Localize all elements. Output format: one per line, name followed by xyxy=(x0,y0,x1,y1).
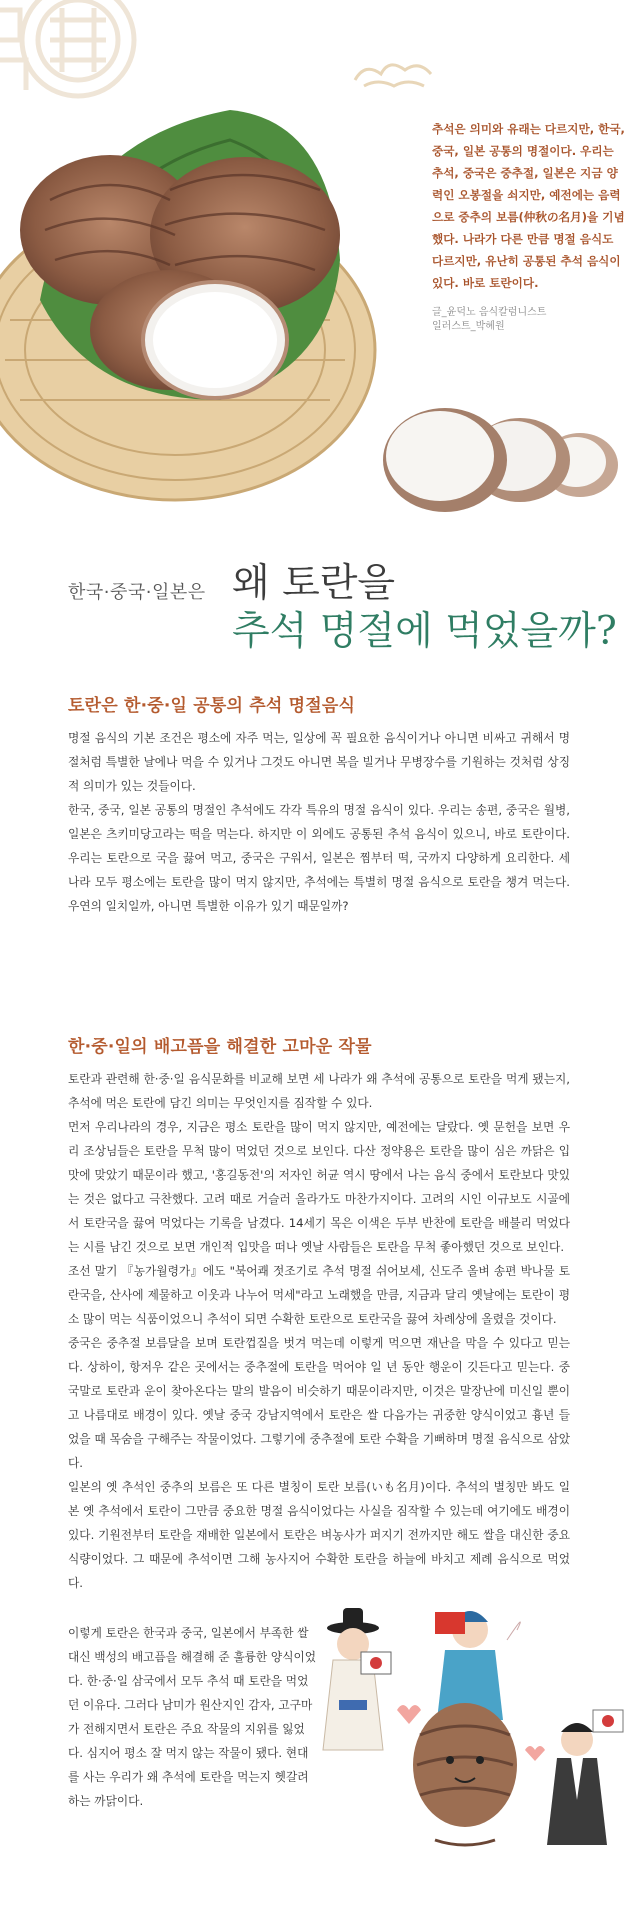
paragraph: 중국은 중추절 보름달을 보며 토란껍질을 벗겨 먹는데 이렇게 먹으면 재난을 막을 수 있다고 믿는다. 상하이, 항저우 같은 곳에서는 중추절에 토란을 먹어야 일 년 동안 행운이 깃든다고 믿는다. 중국말로 토란과 운이 찾아온다는 말의 발음이 비슷하기 때문이라지만, 이것은 말장난에 미신일 뿐이고 나름대로 배경이 있다. 옛날 중국 강남지역에서 토란은 쌀 다음가는 귀중한 양식이었고 흉년 들었을 때 목숨을 구해주는 작물이었다. 그렇기에 중추절에 토란 수확을 기뻐하며 명절 음식으로 삼았다. xyxy=(68,1336,570,1470)
paragraph: 명절 음식의 기본 조건은 평소에 자주 먹는, 일상에 꼭 필요한 음식이거나 아니면 비싸고 귀해서 명절처럼 특별한 날에나 먹을 수 있거나 그것도 아니면 복을 빌거나 무병장수를 기원하는 것처럼 상징적 의미가 있는 것들이다. xyxy=(68,731,570,793)
section1-heading: 토란은 한·중·일 공통의 추석 명절음식 xyxy=(68,696,356,716)
section2-body xyxy=(68,1067,570,1595)
writer-credit: 글_윤덕노 음식칼럼니스트 xyxy=(432,307,547,318)
section1-body xyxy=(68,726,570,918)
taro-slices-illustration xyxy=(380,400,630,520)
chinese-figure xyxy=(435,1611,520,1720)
paragraph: 한국, 중국, 일본 공통의 명절인 추석에도 각각 특유의 명절 음식이 있다. 우리는 송편, 중국은 월병, 일본은 츠키미당고라는 떡을 먹는다. 하지만 이 외에도 공통된 추석 음식이 있으니, 바로 토란이다. 우리는 토란으로 국을 끓여 먹고, 중국은 구워서, 일본은 찜부터 떡, 국까지 다양하게 요리한다. 세 나라 모두 평소에는 토란을 많이 먹지 않지만, 추석에는 특별히 명절 음식으로 토란을 챙겨 먹는다. 우연의 일치일까, 아니면 특별한 이유가 있기 때문일까? xyxy=(68,803,570,913)
heart-icon xyxy=(525,1746,545,1761)
headline-title-line2: 추석 명절에 먹었을까? xyxy=(232,609,617,654)
illustrator-credit: 일러스트_박혜원 xyxy=(432,321,505,332)
intro-paragraph: 추석은 의미와 유래는 다르지만, 한국, 중국, 일본 공통의 명절이다. 우리는 추석, 중국은 중추절, 일본은 지금 양력인 오봉절을 쇠지만, 예전에는 음력으로 중추의 보름(仲秋の名月)을 기념했다. 나라가 다른 만큼 명절 음식도 다르지만, 유난히 공통된 추석 음식이 있다. 바로 토란이다. xyxy=(432,122,625,290)
heart-icon xyxy=(397,1705,421,1724)
section2-heading: 한·중·일의 배고픔을 해결한 고마운 작물 xyxy=(68,1037,372,1057)
taro-character xyxy=(413,1703,517,1845)
japanese-figure xyxy=(547,1710,623,1845)
korean-figure xyxy=(323,1608,391,1750)
outro-body xyxy=(68,1621,318,1813)
taro-basket-illustration xyxy=(0,80,420,500)
paragraph: 먼저 우리나라의 경우, 지금은 평소 토란을 많이 먹지 않지만, 예전에는 달랐다. 옛 문헌을 보면 우리 조상님들은 토란을 무척 많이 먹었던 것으로 보인다. 다산 정약용은 토란을 많이 심은 까닭은 입맛에 맞았기 때문이라 했고, '홍길동전'의 저자인 허균 역시 땅에서 나는 음식 중에서 토란보다 맛있는 것은 없다고 극찬했다. 고려 때로 거슬러 올라가도 마찬가지이다. 고려의 시인 이규보도 시골에서 토란국을 끓여 먹었다는 기록을 남겼다. 14세기 목은 이색은 두부 반찬에 토란을 배불리 먹었다는 시를 남긴 것으로 보면 개인적 입맛을 떠나 옛날 사람들은 토란을 무척 좋아했던 것으로 보인다. xyxy=(68,1120,570,1254)
paragraph: 일본의 옛 추석인 중추의 보름은 또 다른 별칭이 토란 보름(いも名月)이다. 추석의 별칭만 봐도 일본 옛 추석에서 토란이 그만큼 중요한 명절 음식이었다는 사실을 짐작할 수 있는데 여기에도 배경이 있다. 기원전부터 토란을 재배한 일본에서 토란은 벼농사가 퍼지기 전까지만 해도 쌀을 대신한 중요 식량이었다. 그 때문에 추석이면 그해 농사지어 수확한 토란을 하늘에 바치고 제례 음식으로 먹었다. xyxy=(68,1480,570,1590)
headline-subtitle: 한국·중국·일본은 xyxy=(68,582,206,603)
paragraph: 토란과 관련해 한·중·일 음식문화를 비교해 보면 세 나라가 왜 추석에 공통으로 토란을 먹게 됐는지, 추석에 먹은 토란에 담긴 의미는 무엇인지를 짐작할 수 있다. xyxy=(68,1072,570,1110)
headline-title xyxy=(232,560,617,656)
three-countries-illustration xyxy=(325,1600,630,1860)
paragraph: 조선 말기 『농가월령가』에도 "북어쾌 젓조기로 추석 명절 쉬어보세, 신도주 올벼 송편 박나물 토란국을, 산사에 제물하고 이웃과 나누어 먹세"라고 노래했을 만큼, 지금과 달리 옛날에는 토란이 평소 많이 먹는 식품이었으니 추석이 되면 수확한 토란으로 토란국을 끓여 차례상에 올렸을 것이다. xyxy=(68,1264,571,1326)
paragraph: 이렇게 토란은 한국과 중국, 일본에서 부족한 쌀 대신 백성의 배고픔을 해결해 준 훌륭한 양식이었다. 한·중·일 삼국에서 모두 추석 때 토란을 먹었던 이유다. 그러다 남미가 원산지인 감자, 고구마가 전해지면서 토란은 주요 작물의 지위를 잃었다. 심지어 평소 잘 먹지 않는 작물이 됐다. 현대를 사는 우리가 왜 추석에 토란을 먹는지 헷갈려하는 까닭이다. xyxy=(68,1626,317,1808)
headline-title-line1: 왜 토란을 xyxy=(232,561,396,606)
credits xyxy=(432,306,546,334)
